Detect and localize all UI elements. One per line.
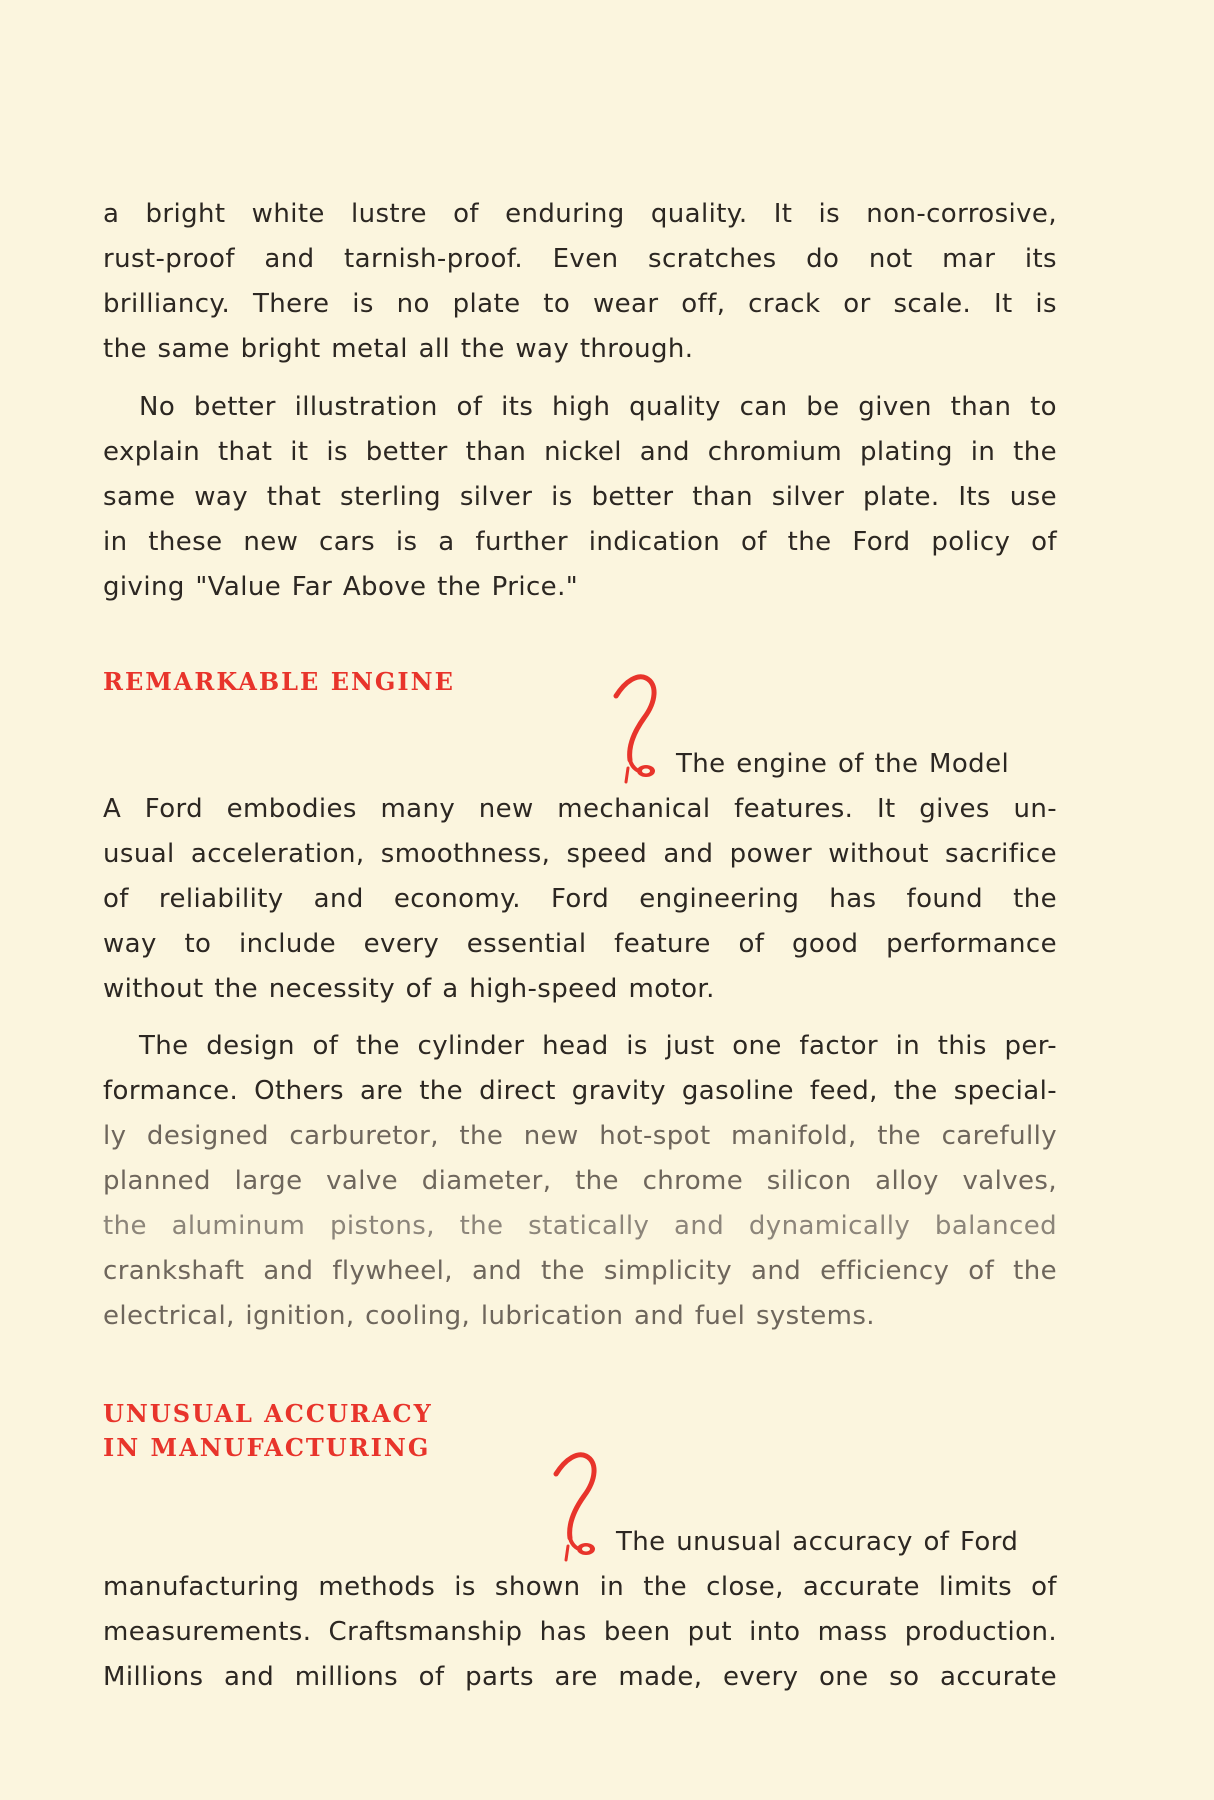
heading-line: REMARKABLE ENGINE <box>103 667 455 696</box>
intro-paragraph-2 <box>103 385 1057 610</box>
flourish-ornament-icon <box>612 668 674 788</box>
text-line: electrical, ignition, cooling, lubrication and fuel systems. <box>103 1301 875 1331</box>
text-line: crankshaft and flywheel, and the simplicity and efficiency of the <box>103 1256 1057 1286</box>
text-line: giving "Value Far Above the Price." <box>103 572 579 602</box>
engine-paragraph-1 <box>103 787 1057 1012</box>
text-line: No better illustration of its high quality can be given than to <box>139 392 1057 422</box>
text-line: usual acceleration, smoothness, speed and power without sacrifice <box>103 839 1057 869</box>
text-line: explain that it is better than nickel and chromium plating in the <box>103 437 1057 467</box>
text-line: in these new cars is a further indication of the Ford policy of <box>103 527 1057 557</box>
accuracy-paragraph-1 <box>103 1565 1057 1700</box>
text-line: A Ford embodies many new mechanical features. It gives un- <box>103 794 1057 824</box>
text-line: planned large valve diameter, the chrome silicon alloy valves, <box>103 1166 1057 1196</box>
text-line: a bright white lustre of enduring quality. It is non-corrosive, <box>103 199 1057 229</box>
heading-line: UNUSUAL ACCURACY <box>103 1399 433 1428</box>
engine-paragraph-2 <box>103 1024 1057 1339</box>
text-line: ly designed carburetor, the new hot-spot manifold, the carefully <box>103 1121 1057 1151</box>
text-line: the aluminum pistons, the statically and dynamically balanced <box>103 1211 1057 1241</box>
section-heading-accuracy <box>103 1397 433 1465</box>
text-line: The design of the cylinder head is just one factor in this per- <box>139 1031 1057 1061</box>
text-line: the same bright metal all the way through. <box>103 334 694 364</box>
text-line: measurements. Craftsmanship has been put into mass production. <box>103 1617 1057 1647</box>
text-line: of reliability and economy. Ford engineering has found the <box>103 884 1057 914</box>
section-heading-engine <box>103 665 455 699</box>
accuracy-lead-text: The unusual accuracy of Ford <box>616 1527 1019 1557</box>
text-line: brilliancy. There is no plate to wear off, crack or scale. It is <box>103 289 1057 319</box>
text-line: way to include every essential feature of good performance <box>103 929 1057 959</box>
text-line: formance. Others are the direct gravity gasoline feed, the special- <box>103 1076 1057 1106</box>
text-line: rust-proof and tarnish-proof. Even scratches do not mar its <box>103 244 1057 274</box>
intro-paragraph-1 <box>103 192 1057 372</box>
heading-line: IN MANUFACTURING <box>103 1433 431 1462</box>
text-line: manufacturing methods is shown in the close, accurate limits of <box>103 1572 1057 1602</box>
text-line: Millions and millions of parts are made, every one so accurate <box>103 1662 1057 1692</box>
flourish-ornament-icon <box>552 1446 614 1566</box>
text-line: same way that sterling silver is better than silver plate. Its use <box>103 482 1057 512</box>
text-line: without the necessity of a high-speed motor. <box>103 974 715 1004</box>
engine-lead-text: The engine of the Model <box>676 749 1010 779</box>
